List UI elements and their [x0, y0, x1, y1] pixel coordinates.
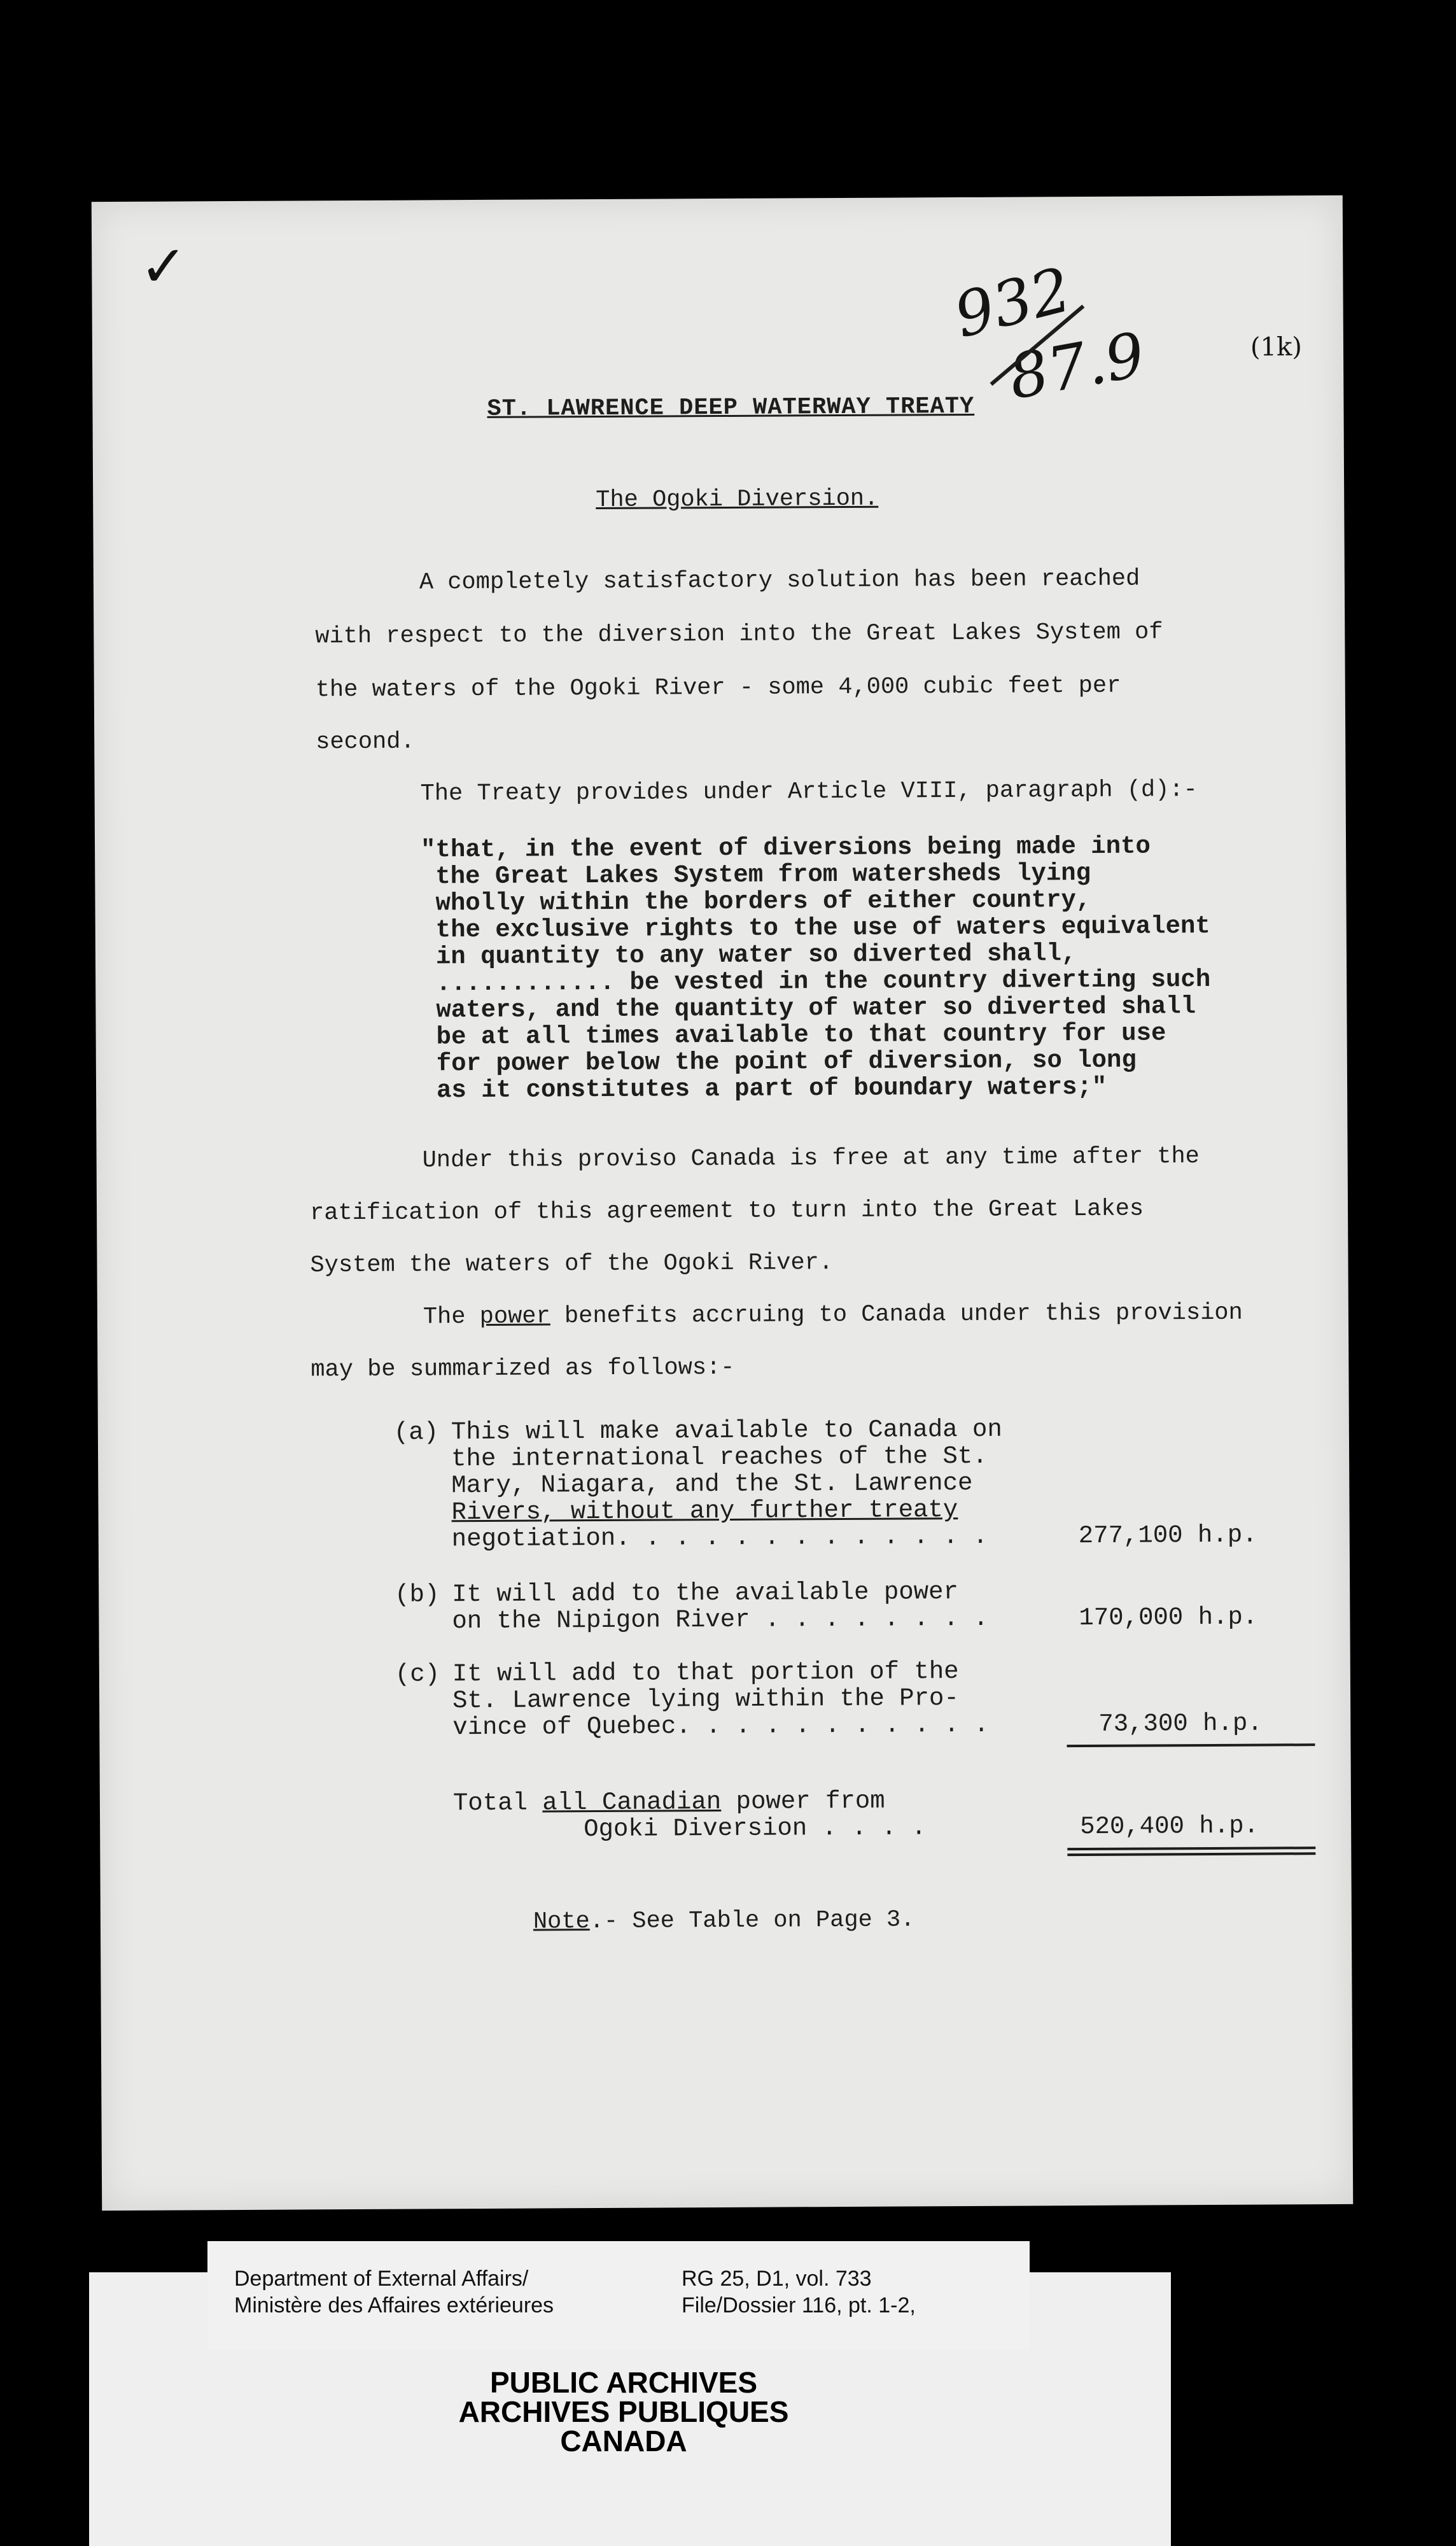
total-value: 520,400 h.p. [1080, 1811, 1259, 1841]
treaty-quote-line-8: be at all times available to that country for use [436, 1019, 1166, 1051]
paragraph-3-line-1: Under this proviso Canada is free at any time after the [422, 1143, 1200, 1174]
public-archives-stamp [382, 2368, 865, 2456]
document-title: ST. LAWRENCE DEEP WATERWAY TREATY [487, 393, 975, 423]
treaty-quote-line-10: as it constitutes a part of boundary waters;" [436, 1073, 1107, 1105]
item-c-value: 73,300 h.p. [1098, 1709, 1263, 1738]
paragraph-3-line-2: ratification of this agreement to turn into the Great Lakes [309, 1195, 1144, 1227]
paragraph-1-line-3: the waters of the Ogoki River - some 4,000 cubic feet per [315, 672, 1121, 704]
item-b-line-1: It will add to the available power [452, 1578, 959, 1609]
item-b-value: 170,000 h.p. [1079, 1603, 1258, 1633]
paragraph-1-line-1: A completely satisfactory solution has been reached [419, 565, 1140, 596]
department-french: Ministère des Affaires extérieures [234, 2293, 554, 2317]
item-a-value: 277,100 h.p. [1078, 1521, 1257, 1551]
treaty-quote-line-9: for power below the point of diversion, so long [436, 1046, 1137, 1078]
document-page [92, 195, 1353, 2211]
paragraph-2-intro: The Treaty provides under Article VIII, paragraph (d):- [420, 777, 1198, 808]
paragraph-3-line-3: System the waters of the Ogoki River. [310, 1249, 834, 1279]
treaty-quote-line-5: in quantity to any water so diverted shall, [435, 939, 1077, 971]
item-c-line-3: vince of Quebec. . . . . . . . . . . [452, 1710, 989, 1742]
record-group-ref: RG 25, D1, vol. 733 [682, 2267, 872, 2291]
margin-tick-mark: ✓ [139, 233, 188, 300]
treaty-quote-line-4: the exclusive rights to the use of waters equivalent [435, 911, 1210, 945]
archive-reference-label [207, 2241, 1030, 2349]
treaty-quote-line-3: wholly within the borders of either country, [435, 885, 1091, 918]
item-a-line-2: the international reaches of the St. [451, 1442, 988, 1473]
item-b-line-2: on the Nipigon River . . . . . . . . [452, 1604, 989, 1636]
handwritten-number-bottom: 87.9 [1003, 318, 1151, 414]
note: Note.- See Table on Page 3. [533, 1906, 915, 1936]
stamp-line-2: ARCHIVES PUBLIQUES [458, 2395, 789, 2428]
handwritten-number-top: 932 [947, 253, 1078, 352]
total-line-1: Total all Canadian power from [452, 1787, 885, 1818]
document-subtitle: The Ogoki Diversion. [596, 485, 879, 514]
item-c-line-1: It will add to that portion of the [452, 1657, 959, 1689]
item-a-key: (a) [393, 1418, 439, 1447]
item-c-line-2: St. Lawrence lying within the Pro- [452, 1684, 959, 1715]
stamp-line-1: PUBLIC ARCHIVES [490, 2366, 757, 2399]
paragraph-1-line-4: second. [316, 728, 415, 756]
treaty-quote-line-7: waters, and the quantity of water so diverted shall [436, 992, 1196, 1025]
stamp-line-3: CANADA [560, 2424, 687, 2458]
paragraph-4-line-2: may be summarized as follows:- [311, 1354, 735, 1384]
item-a-line-1: This will make available to Canada on [451, 1415, 1002, 1447]
department-english: Department of External Affairs/ [234, 2267, 529, 2291]
item-b-key: (b) [395, 1580, 440, 1609]
item-c-key: (c) [395, 1660, 440, 1689]
treaty-quote-line-2: the Great Lakes System from watersheds lying [435, 859, 1091, 891]
treaty-quote-line-1: "that, in the event of diversions being made into [420, 832, 1151, 864]
paragraph-1-line-2: with respect to the diversion into the Great Lakes System of [315, 619, 1163, 651]
total-double-rule-bottom [1067, 1852, 1315, 1856]
subtotal-rule [1067, 1743, 1315, 1747]
paragraph-4-line-1: The power benefits accruing to Canada under this provision [423, 1299, 1243, 1331]
item-a-line-5: negotiation. . . . . . . . . . . . . [451, 1522, 988, 1554]
item-a-line-3: Mary, Niagara, and the St. Lawrence [451, 1468, 973, 1500]
handwritten-page-mark: (1k) [1250, 332, 1302, 362]
treaty-quote-line-6: ............ be vested in the country diverting such [436, 965, 1211, 998]
file-dossier-ref: File/Dossier 116, pt. 1-2, [682, 2293, 916, 2317]
total-line-2: Ogoki Diversion . . . . [584, 1813, 927, 1844]
total-double-rule-top [1067, 1846, 1315, 1850]
item-a-line-4: Rivers, without any further treaty [451, 1496, 958, 1527]
